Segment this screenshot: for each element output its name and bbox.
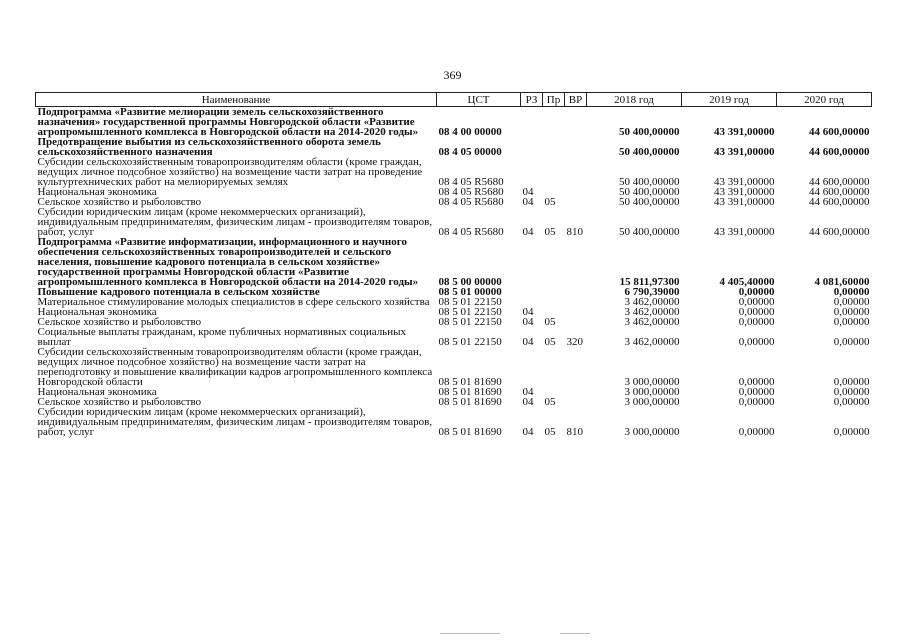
row-name: Субсидии юридическим лицам (кроме некоммерческих организаций), индивидуальным предпринимателям, физическим лицам - производителям товаров, работ, услуг bbox=[37, 406, 433, 438]
row-pr bbox=[543, 137, 565, 157]
row-vr bbox=[565, 347, 587, 387]
row-name: Подпрограмма «Развитие информатизации, информационного и научного обеспечения сельскохозяйственных товаропроизводителей и сельского населения, повышение кадрового потенциала в сельском хозяйстве» государственной программы Новгородской области «Развитие агропромышленного комплекса в Новгородской области на 2014-2020 годы» bbox=[37, 236, 419, 288]
scan-artifact bbox=[440, 633, 500, 634]
row-rz: 04 bbox=[522, 226, 534, 238]
row-vr bbox=[565, 287, 587, 297]
row-code: 08 5 01 22150 bbox=[438, 316, 502, 328]
page-number: 369 bbox=[443, 68, 462, 82]
row-vr bbox=[565, 157, 587, 187]
column-header-2019: 2019 год bbox=[682, 93, 777, 107]
row-code: 08 4 05 R5680 bbox=[438, 196, 504, 208]
row-vr bbox=[565, 307, 587, 317]
row-code: 08 4 05 R5680 bbox=[438, 186, 504, 198]
row-rz bbox=[521, 107, 543, 138]
row-value-2019: 43 391,00000 bbox=[714, 176, 775, 188]
column-header-2018: 2018 год bbox=[587, 93, 682, 107]
row-value-2018: 3 462,00000 bbox=[624, 296, 680, 308]
table-row bbox=[36, 207, 872, 237]
row-value-2019: 43 391,00000 bbox=[714, 146, 775, 158]
row-code: 08 5 01 22150 bbox=[438, 336, 502, 348]
row-value-2018: 3 000,00000 bbox=[624, 396, 680, 408]
row-value-2018: 3 000,00000 bbox=[624, 426, 680, 438]
row-name: Подпрограмма «Развитие мелиорации земель сельскохозяйственного назначения» государственной программы Новгородской области «Развитие агропромышленного комплекса в Новгородской области на 2014-2020 годы» bbox=[37, 106, 419, 138]
table-row bbox=[36, 137, 872, 157]
row-rz bbox=[521, 237, 543, 287]
row-pr bbox=[543, 237, 565, 287]
row-value-2019: 43 391,00000 bbox=[714, 226, 775, 238]
row-pr bbox=[543, 107, 565, 138]
row-value-2018: 50 400,00000 bbox=[619, 176, 680, 188]
row-value-2018: 50 400,00000 bbox=[619, 126, 680, 138]
row-value-2018: 50 400,00000 bbox=[619, 196, 680, 208]
row-value-2020: 0,00000 bbox=[833, 426, 870, 438]
row-name: Национальная экономика bbox=[37, 306, 157, 318]
row-value-2019: 0,00000 bbox=[738, 376, 775, 388]
row-rz bbox=[521, 287, 543, 297]
row-value-2020: 44 600,00000 bbox=[809, 186, 870, 198]
row-vr: 810 bbox=[566, 426, 583, 438]
row-vr: 810 bbox=[566, 226, 583, 238]
table-row bbox=[36, 327, 872, 347]
row-name: Сельское хозяйство и рыболовство bbox=[37, 196, 202, 208]
table-row bbox=[36, 237, 872, 287]
column-header-2020: 2020 год bbox=[777, 93, 872, 107]
row-value-2020: 4 081,60000 bbox=[814, 276, 870, 288]
row-value-2018: 50 400,00000 bbox=[619, 146, 680, 158]
scan-artifact bbox=[560, 633, 590, 634]
row-value-2019: 43 391,00000 bbox=[714, 126, 775, 138]
row-value-2019: 0,00000 bbox=[738, 336, 775, 348]
row-rz: 04 bbox=[522, 426, 534, 438]
column-header-rz: РЗ bbox=[521, 93, 543, 107]
row-code: 08 5 01 22150 bbox=[438, 306, 502, 318]
row-vr bbox=[565, 297, 587, 307]
row-rz: 04 bbox=[522, 316, 534, 328]
row-value-2018: 3 000,00000 bbox=[624, 376, 680, 388]
column-header-pr: Пр bbox=[543, 93, 565, 107]
row-pr: 05 bbox=[544, 426, 556, 438]
row-code: 08 4 05 R5680 bbox=[438, 226, 504, 238]
row-value-2020: 0,00000 bbox=[833, 376, 870, 388]
row-rz: 04 bbox=[522, 336, 534, 348]
column-header-vr: ВР bbox=[565, 93, 587, 107]
row-name: Повышение кадрового потенциала в сельском хозяйстве bbox=[37, 286, 320, 298]
row-value-2019: 0,00000 bbox=[738, 396, 775, 408]
row-name: Сельское хозяйство и рыболовство bbox=[37, 316, 202, 328]
row-name: Субсидии юридическим лицам (кроме некоммерческих организаций), индивидуальным предпринимателям, физическим лицам - производителям товаров, работ, услуг bbox=[37, 206, 433, 238]
row-rz bbox=[521, 157, 543, 187]
row-value-2019: 43 391,00000 bbox=[714, 186, 775, 198]
row-code: 08 5 01 81690 bbox=[438, 396, 502, 408]
row-name: Социальные выплаты гражданам, кроме публичных нормативных социальных выплат bbox=[37, 326, 406, 348]
row-value-2019: 0,00000 bbox=[738, 386, 775, 398]
table-row bbox=[36, 407, 872, 437]
row-rz: 04 bbox=[522, 196, 534, 208]
row-value-2018: 3 000,00000 bbox=[624, 386, 680, 398]
row-rz: 04 bbox=[522, 306, 534, 318]
row-code: 08 5 01 22150 bbox=[438, 296, 502, 308]
row-value-2018: 3 462,00000 bbox=[624, 316, 680, 328]
row-value-2020: 0,00000 bbox=[833, 296, 870, 308]
row-value-2018: 6 790,39000 bbox=[624, 286, 680, 298]
budget-table bbox=[35, 92, 872, 437]
row-value-2019: 0,00000 bbox=[738, 296, 775, 308]
row-code: 08 5 01 81690 bbox=[438, 426, 502, 438]
row-value-2020: 0,00000 bbox=[833, 316, 870, 328]
row-value-2019: 0,00000 bbox=[738, 306, 775, 318]
row-value-2019: 4 405,40000 bbox=[719, 276, 775, 288]
row-vr bbox=[565, 187, 587, 197]
column-header-name: Наименование bbox=[36, 93, 437, 107]
row-pr: 05 bbox=[544, 336, 556, 348]
row-pr: 05 bbox=[544, 226, 556, 238]
row-vr bbox=[565, 397, 587, 407]
row-code: 08 5 01 81690 bbox=[438, 376, 502, 388]
row-vr bbox=[565, 387, 587, 397]
row-rz bbox=[521, 137, 543, 157]
row-rz bbox=[521, 347, 543, 387]
row-pr bbox=[543, 287, 565, 297]
table-row bbox=[36, 157, 872, 187]
row-vr bbox=[565, 107, 587, 138]
row-pr: 05 bbox=[544, 196, 556, 208]
row-value-2020: 44 600,00000 bbox=[809, 176, 870, 188]
row-name: Предотвращение выбытия из сельскохозяйственного оборота земель сельскохозяйственного назначения bbox=[37, 136, 381, 158]
row-value-2020: 0,00000 bbox=[833, 306, 870, 318]
row-vr bbox=[565, 317, 587, 327]
row-value-2018: 50 400,00000 bbox=[619, 186, 680, 198]
column-header-code: ЦСТ bbox=[437, 93, 521, 107]
row-value-2019: 0,00000 bbox=[738, 286, 775, 298]
row-name: Материальное стимулирование молодых специалистов в сфере сельского хозяйства bbox=[37, 296, 430, 308]
row-pr bbox=[543, 347, 565, 387]
row-name: Национальная экономика bbox=[37, 186, 157, 198]
row-code: 08 4 00 00000 bbox=[438, 126, 502, 138]
row-rz: 04 bbox=[522, 386, 534, 398]
row-value-2018: 3 462,00000 bbox=[624, 306, 680, 318]
row-code: 08 5 00 00000 bbox=[438, 276, 502, 288]
row-value-2020: 44 600,00000 bbox=[809, 196, 870, 208]
row-value-2020: 44 600,00000 bbox=[809, 226, 870, 238]
row-name: Национальная экономика bbox=[37, 386, 157, 398]
row-value-2018: 3 462,00000 bbox=[624, 336, 680, 348]
row-value-2019: 43 391,00000 bbox=[714, 196, 775, 208]
row-name: Субсидии сельскохозяйственным товаропроизводителям области (кроме граждан, ведущих личное подсобное хозяйство) на возмещение части затрат на переподготовку и повышение квалификации кадров агропромышленного комплекса Новгородской области bbox=[37, 346, 433, 388]
row-value-2020: 0,00000 bbox=[833, 386, 870, 398]
row-rz: 04 bbox=[522, 396, 534, 408]
row-code: 08 5 01 00000 bbox=[438, 286, 502, 298]
row-value-2020: 0,00000 bbox=[833, 286, 870, 298]
row-vr bbox=[565, 137, 587, 157]
row-code: 08 5 01 81690 bbox=[438, 386, 502, 398]
row-pr: 05 bbox=[544, 396, 556, 408]
row-value-2020: 0,00000 bbox=[833, 336, 870, 348]
table-row bbox=[36, 107, 872, 138]
table-body bbox=[36, 107, 872, 438]
row-value-2020: 0,00000 bbox=[833, 396, 870, 408]
row-value-2020: 44 600,00000 bbox=[809, 126, 870, 138]
row-vr bbox=[565, 197, 587, 207]
row-code: 08 4 05 00000 bbox=[438, 146, 502, 158]
row-code: 08 4 05 R5680 bbox=[438, 176, 504, 188]
row-pr bbox=[543, 297, 565, 307]
table-row bbox=[36, 347, 872, 387]
row-pr bbox=[543, 157, 565, 187]
row-rz: 04 bbox=[522, 186, 534, 198]
row-vr: 320 bbox=[566, 336, 583, 348]
row-value-2019: 0,00000 bbox=[738, 426, 775, 438]
row-value-2018: 15 811,97300 bbox=[619, 276, 680, 288]
row-value-2020: 44 600,00000 bbox=[809, 146, 870, 158]
row-name: Сельское хозяйство и рыболовство bbox=[37, 396, 202, 408]
row-pr: 05 bbox=[544, 316, 556, 328]
row-name: Субсидии сельскохозяйственным товаропроизводителям области (кроме граждан, ведущих личное подсобное хозяйство) на возмещение части затрат на проведение культуртехнических работ на мелиорируемых землях bbox=[37, 156, 423, 188]
row-value-2018: 50 400,00000 bbox=[619, 226, 680, 238]
row-value-2019: 0,00000 bbox=[738, 316, 775, 328]
row-vr bbox=[565, 237, 587, 287]
table-header-row bbox=[36, 93, 872, 107]
